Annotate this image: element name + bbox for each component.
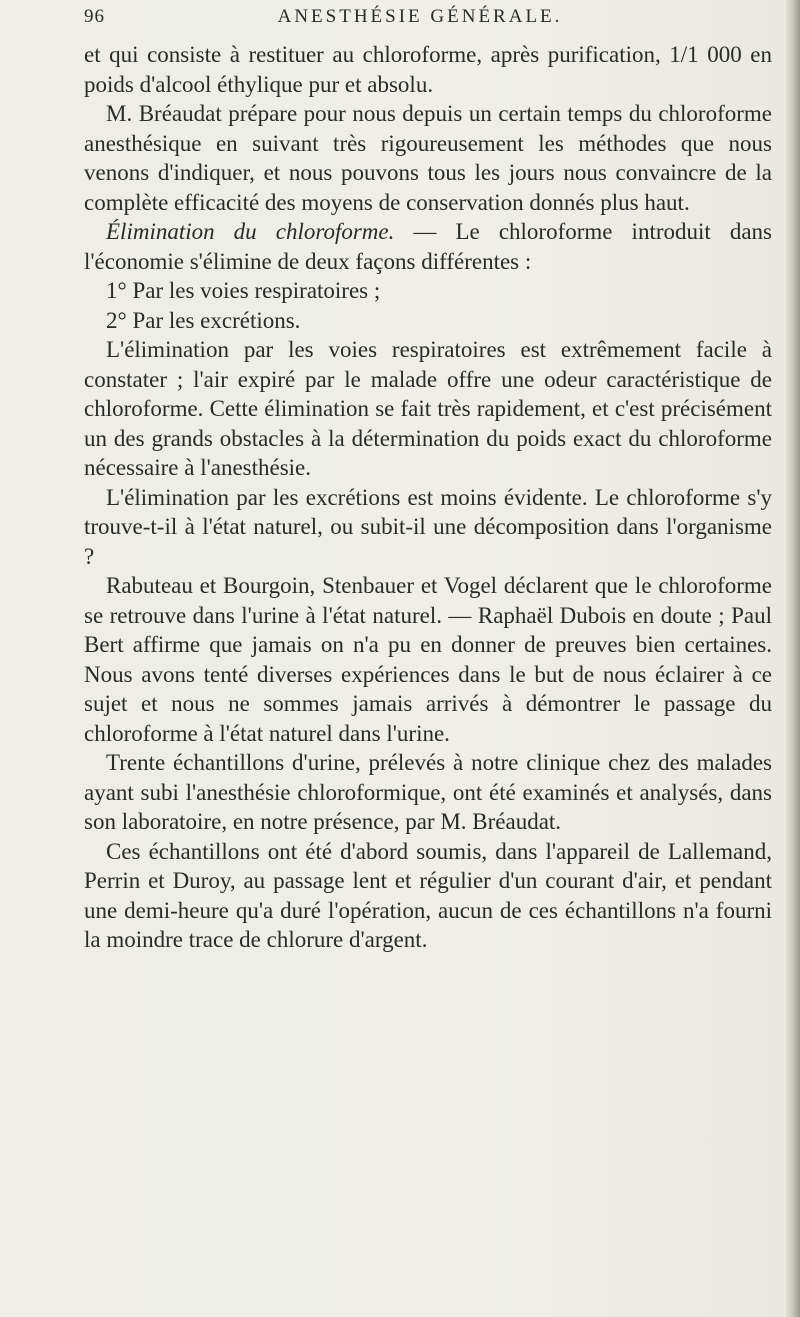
body-text: [84, 40, 772, 955]
page-number: 96: [84, 6, 105, 27]
paragraph-5: Rabuteau et Bourgoin, Stenbauer et Vogel déclarent que le chloroforme se retrouve dans l'urine à l'état naturel. — Raphaël Dubois en doute ; Paul Bert affirme que jamais on n'a pu en donner de preuves bien certaines. Nous avons tenté diverses expériences dans le but de nous éclairer à ce sujet et nous ne sommes jamais arrivés à démontrer le passage du chloroforme à l'état naturel dans l'urine.: [84, 573, 772, 746]
paragraph-1: et qui consiste à restituer au chloroforme, après purification, 1/1 000 en poids d'alcool éthylique pur et absolu.: [84, 42, 772, 97]
page-edge: [786, 0, 800, 1317]
paragraph-3: L'élimination par les voies respiratoires est extrêmement facile à constater ; l'air expiré par le malade offre une odeur caractéristique de chloroforme. Cette élimination se fait très rapidement, et c'est précisément un des grands obstacles à la détermination du poids exact du chloroforme nécessaire à l'anesthésie.: [84, 337, 772, 480]
paragraph-7: Ces échantillons ont été d'abord soumis, dans l'appareil de Lallemand, Perrin et Duroy, au passage lent et régulier d'un courant d'air, et pendant une demi-heure qu'a duré l'opération, aucun de ces échantillons n'a fourni la moindre trace de chlorure d'argent.: [84, 838, 772, 952]
section-paragraph: [84, 217, 772, 276]
section-title: Élimination du chloroforme.: [106, 219, 395, 244]
list-item-2: 2° Par les excrétions.: [106, 307, 301, 333]
running-title: ANESTHÉSIE GÉNÉRALE.: [277, 6, 563, 27]
paragraph-2: M. Bréaudat prépare pour nous depuis un certain temps du chloroforme anesthésique en suivant très rigoureusement les méthodes que nous venons d'indiquer, et nous pouvons tous les jours nous convaincre de la complète efficacité des moyens de conservation donnés plus haut.: [84, 101, 772, 215]
paragraph-4: L'élimination par les excrétions est moins évidente. Le chloroforme s'y trouve-t-il à l'état naturel, ou subit-il une décomposition dans l'organisme ?: [84, 484, 772, 569]
page-header: [70, 6, 770, 32]
list-item-1: 1° Par les voies respiratoires ;: [106, 278, 381, 303]
paragraph-6: Trente échantillons d'urine, prélevés à notre clinique chez des malades ayant subi l'anesthésie chloroformique, ont été examinés et analysés, dans son laboratoire, en notre présence, par M. Bréaudat.: [84, 750, 772, 834]
section-intro: — Le chloroforme introduit dans l'économie s'élimine de deux façons différentes :: [84, 219, 773, 274]
